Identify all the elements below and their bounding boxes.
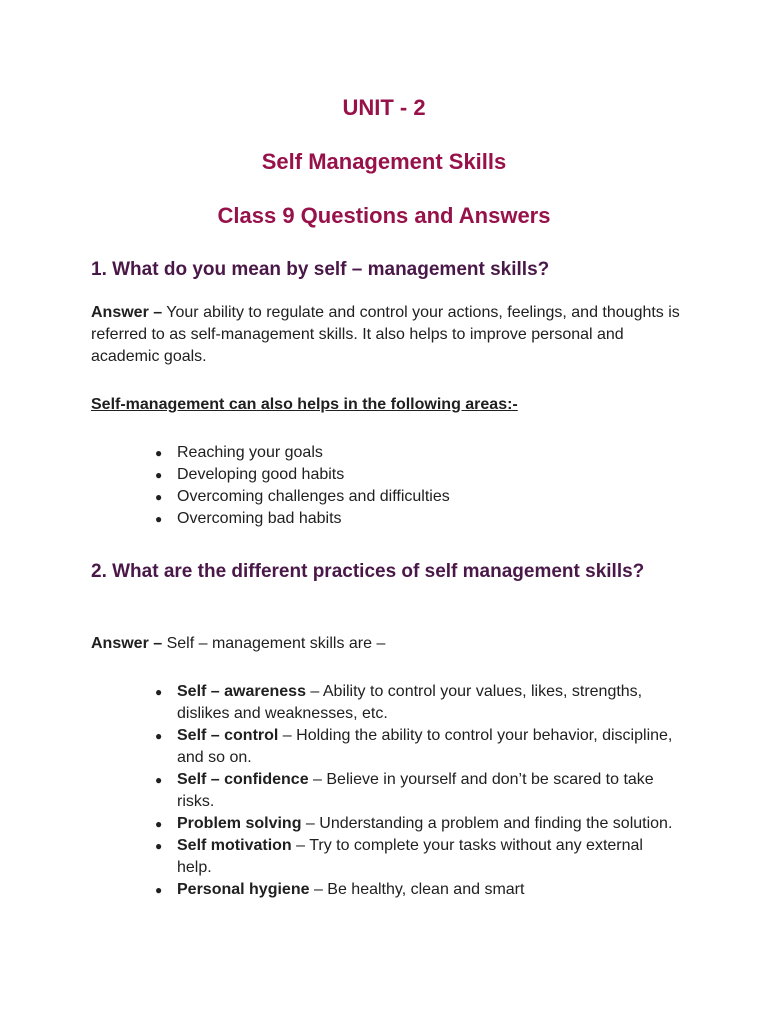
list-item	[155, 486, 675, 508]
practice-term: Self – confidence	[177, 771, 309, 788]
list-item-text: Overcoming bad habits	[177, 510, 342, 527]
practice-term: Self motivation	[177, 837, 292, 854]
bullet-icon: ●	[155, 817, 163, 831]
bullet-icon: ●	[155, 468, 163, 482]
list-item	[155, 725, 675, 769]
answer-2	[91, 633, 691, 655]
bullet-icon: ●	[155, 729, 163, 743]
practice-term: Problem solving	[177, 815, 302, 832]
list-item	[155, 464, 675, 486]
areas-heading: Self-management can also helps in the following areas:-	[91, 396, 518, 413]
question-2: 2. What are the different practices of self management skills?	[91, 561, 645, 582]
subject-title: Self Management Skills	[261, 149, 507, 174]
bullet-icon: ●	[155, 883, 163, 897]
practice-desc: – Be healthy, clean and smart	[309, 881, 525, 898]
practice-desc: – Ability to control your values, likes, strengths, dislikes and weaknesses, etc.	[177, 683, 643, 722]
list-item	[155, 508, 675, 530]
practice-desc: – Believe in yourself and don’t be scared to take risks.	[177, 771, 654, 810]
list-item	[155, 879, 675, 901]
question-1: 1. What do you mean by self – management skills?	[91, 259, 550, 280]
list-item	[155, 442, 675, 464]
practice-desc: – Holding the ability to control your behavior, discipline, and so on.	[177, 727, 673, 766]
list-item-text: Reaching your goals	[177, 444, 323, 461]
practices-list	[155, 681, 675, 901]
list-item	[155, 681, 675, 725]
bullet-icon: ●	[155, 839, 163, 853]
bullet-icon: ●	[155, 446, 163, 460]
practice-term: Personal hygiene	[177, 881, 310, 898]
answer-1-label: Answer –	[91, 304, 163, 321]
answer-1	[91, 302, 691, 368]
list-item	[155, 835, 675, 879]
bullet-icon: ●	[155, 490, 163, 504]
bullet-icon: ●	[155, 512, 163, 526]
answer-2-text: Self – management skills are –	[162, 635, 386, 652]
answer-2-label: Answer –	[91, 635, 163, 652]
practice-desc: – Understanding a problem and finding the solution.	[301, 815, 673, 832]
bullet-icon: ●	[155, 773, 163, 787]
practice-desc: – Try to complete your tasks without any external help.	[177, 837, 643, 876]
answer-1-text: Your ability to regulate and control your actions, feelings, and thoughts is referred to as self-management skills. It also helps to improve personal and academic goals.	[91, 304, 680, 365]
list-item-text: Overcoming challenges and difficulties	[177, 488, 450, 505]
list-item	[155, 813, 675, 835]
practice-term: Self – control	[177, 727, 279, 744]
list-item	[155, 769, 675, 813]
page-subtitle: Class 9 Questions and Answers	[217, 203, 551, 228]
unit-title: UNIT - 2	[342, 95, 426, 120]
areas-list	[155, 442, 675, 530]
practice-term: Self – awareness	[177, 683, 306, 700]
list-item-text: Developing good habits	[177, 466, 345, 483]
bullet-icon: ●	[155, 685, 163, 699]
